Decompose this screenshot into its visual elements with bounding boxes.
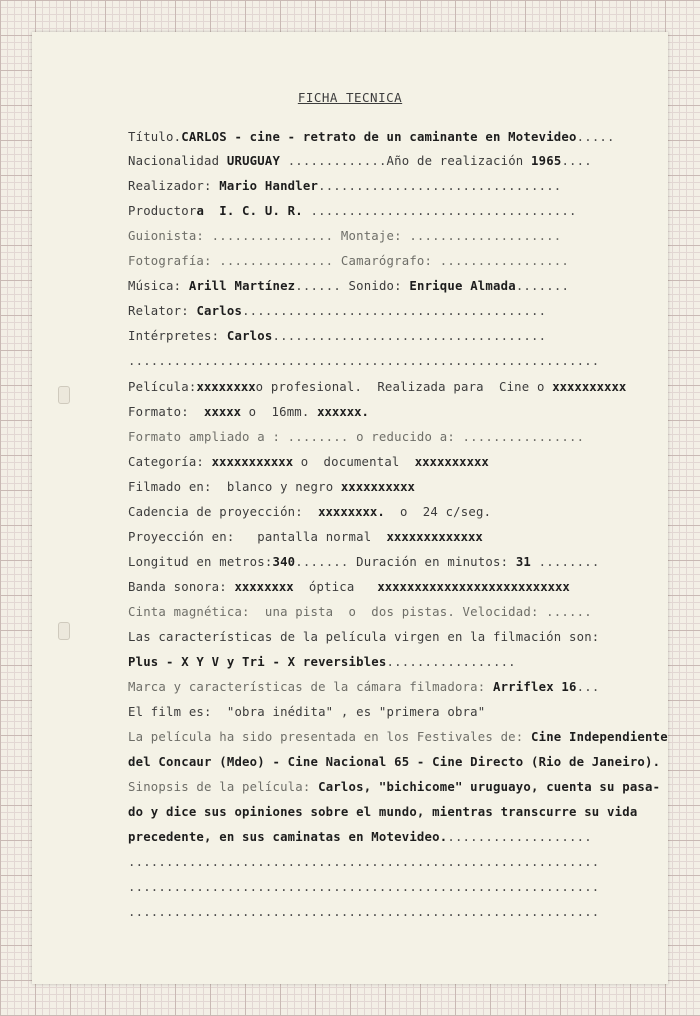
row-festivales-cont: del Concaur (Mdeo) - Cine Nacional 65 - Cine Directo (Rio de Janeiro). (128, 755, 661, 769)
row-caracteristicas: Las características de la película virgen en la filmación son: (128, 630, 600, 644)
row-sinopsis-3: precedente, en sus caminatas en Motevideo.................... (128, 830, 592, 844)
row-productor: Productora I. C. U. R. ................................... (128, 204, 577, 218)
row-cadencia: Cadencia de proyección: xxxxxxxx. o 24 c/seg. (128, 505, 492, 519)
row-sinopsis: Sinopsis de la película: Carlos, "bichicome" uruguayo, cuenta su pasa- (128, 780, 661, 794)
row-plus: Plus - X Y V y Tri - X reversibles................. (128, 655, 516, 669)
row-film-es: El film es: "obra inédita" , es "primera obra" (128, 705, 486, 719)
row-nacionalidad: Nacionalidad URUGUAY .............Año de realización 1965.... (128, 154, 592, 168)
row-blank-1: .............................................................. (128, 855, 600, 869)
row-formato-ampliado: Formato ampliado a : ........ o reducido a: ................ (128, 430, 585, 444)
row-filmado: Filmado en: blanco y negro xxxxxxxxxx (128, 480, 415, 494)
row-pelicula: Película:xxxxxxxxo profesional. Realizada para Cine o xxxxxxxxxx (128, 380, 627, 394)
row-cinta: Cinta magnética: una pista o dos pistas. Velocidad: ...... (128, 605, 592, 619)
row-blank-2: .............................................................. (128, 880, 600, 894)
document-sheet (32, 32, 668, 984)
row-musica: Música: Arill Martínez...... Sonido: Enrique Almada....... (128, 279, 570, 293)
row-relator: Relator: Carlos........................................ (128, 304, 547, 318)
row-marca: Marca y características de la cámara filmadora: Arriflex 16... (128, 680, 600, 694)
punch-hole-top (58, 386, 70, 404)
row-longitud: Longitud en metros:340....... Duración en minutos: 31 ........ (128, 555, 600, 569)
row-dots: .............................................................. (128, 354, 600, 368)
punch-hole-bottom (58, 622, 70, 640)
row-interpretes: Intérpretes: Carlos.................................... (128, 329, 547, 343)
row-banda-sonora: Banda sonora: xxxxxxxx óptica xxxxxxxxxxxxxxxxxxxxxxxxxx (128, 580, 570, 594)
row-guionista: Guionista: ................ Montaje: .................... (128, 229, 562, 243)
row-sinopsis-2: do y dice sus opiniones sobre el mundo, mientras transcurre su vida (128, 805, 638, 819)
row-titulo: Título.CARLOS - cine - retrato de un caminante en Motevideo..... (128, 130, 615, 144)
row-categoria: Categoría: xxxxxxxxxxx o documental xxxxxxxxxx (128, 455, 489, 469)
row-proyeccion: Proyección en: pantalla normal xxxxxxxxxxxxx (128, 530, 483, 544)
row-formato: Formato: xxxxx o 16mm. xxxxxx. (128, 405, 369, 419)
row-fotografia: Fotografía: ............... Camarógrafo: ................. (128, 254, 569, 268)
row-festivales: La película ha sido presentada en los Festivales de: Cine Independiente (128, 730, 668, 744)
row-blank-3: .............................................................. (128, 905, 600, 919)
document-title: FICHA TECNICA (297, 90, 403, 105)
row-realizador: Realizador: Mario Handler................................ (128, 179, 562, 193)
